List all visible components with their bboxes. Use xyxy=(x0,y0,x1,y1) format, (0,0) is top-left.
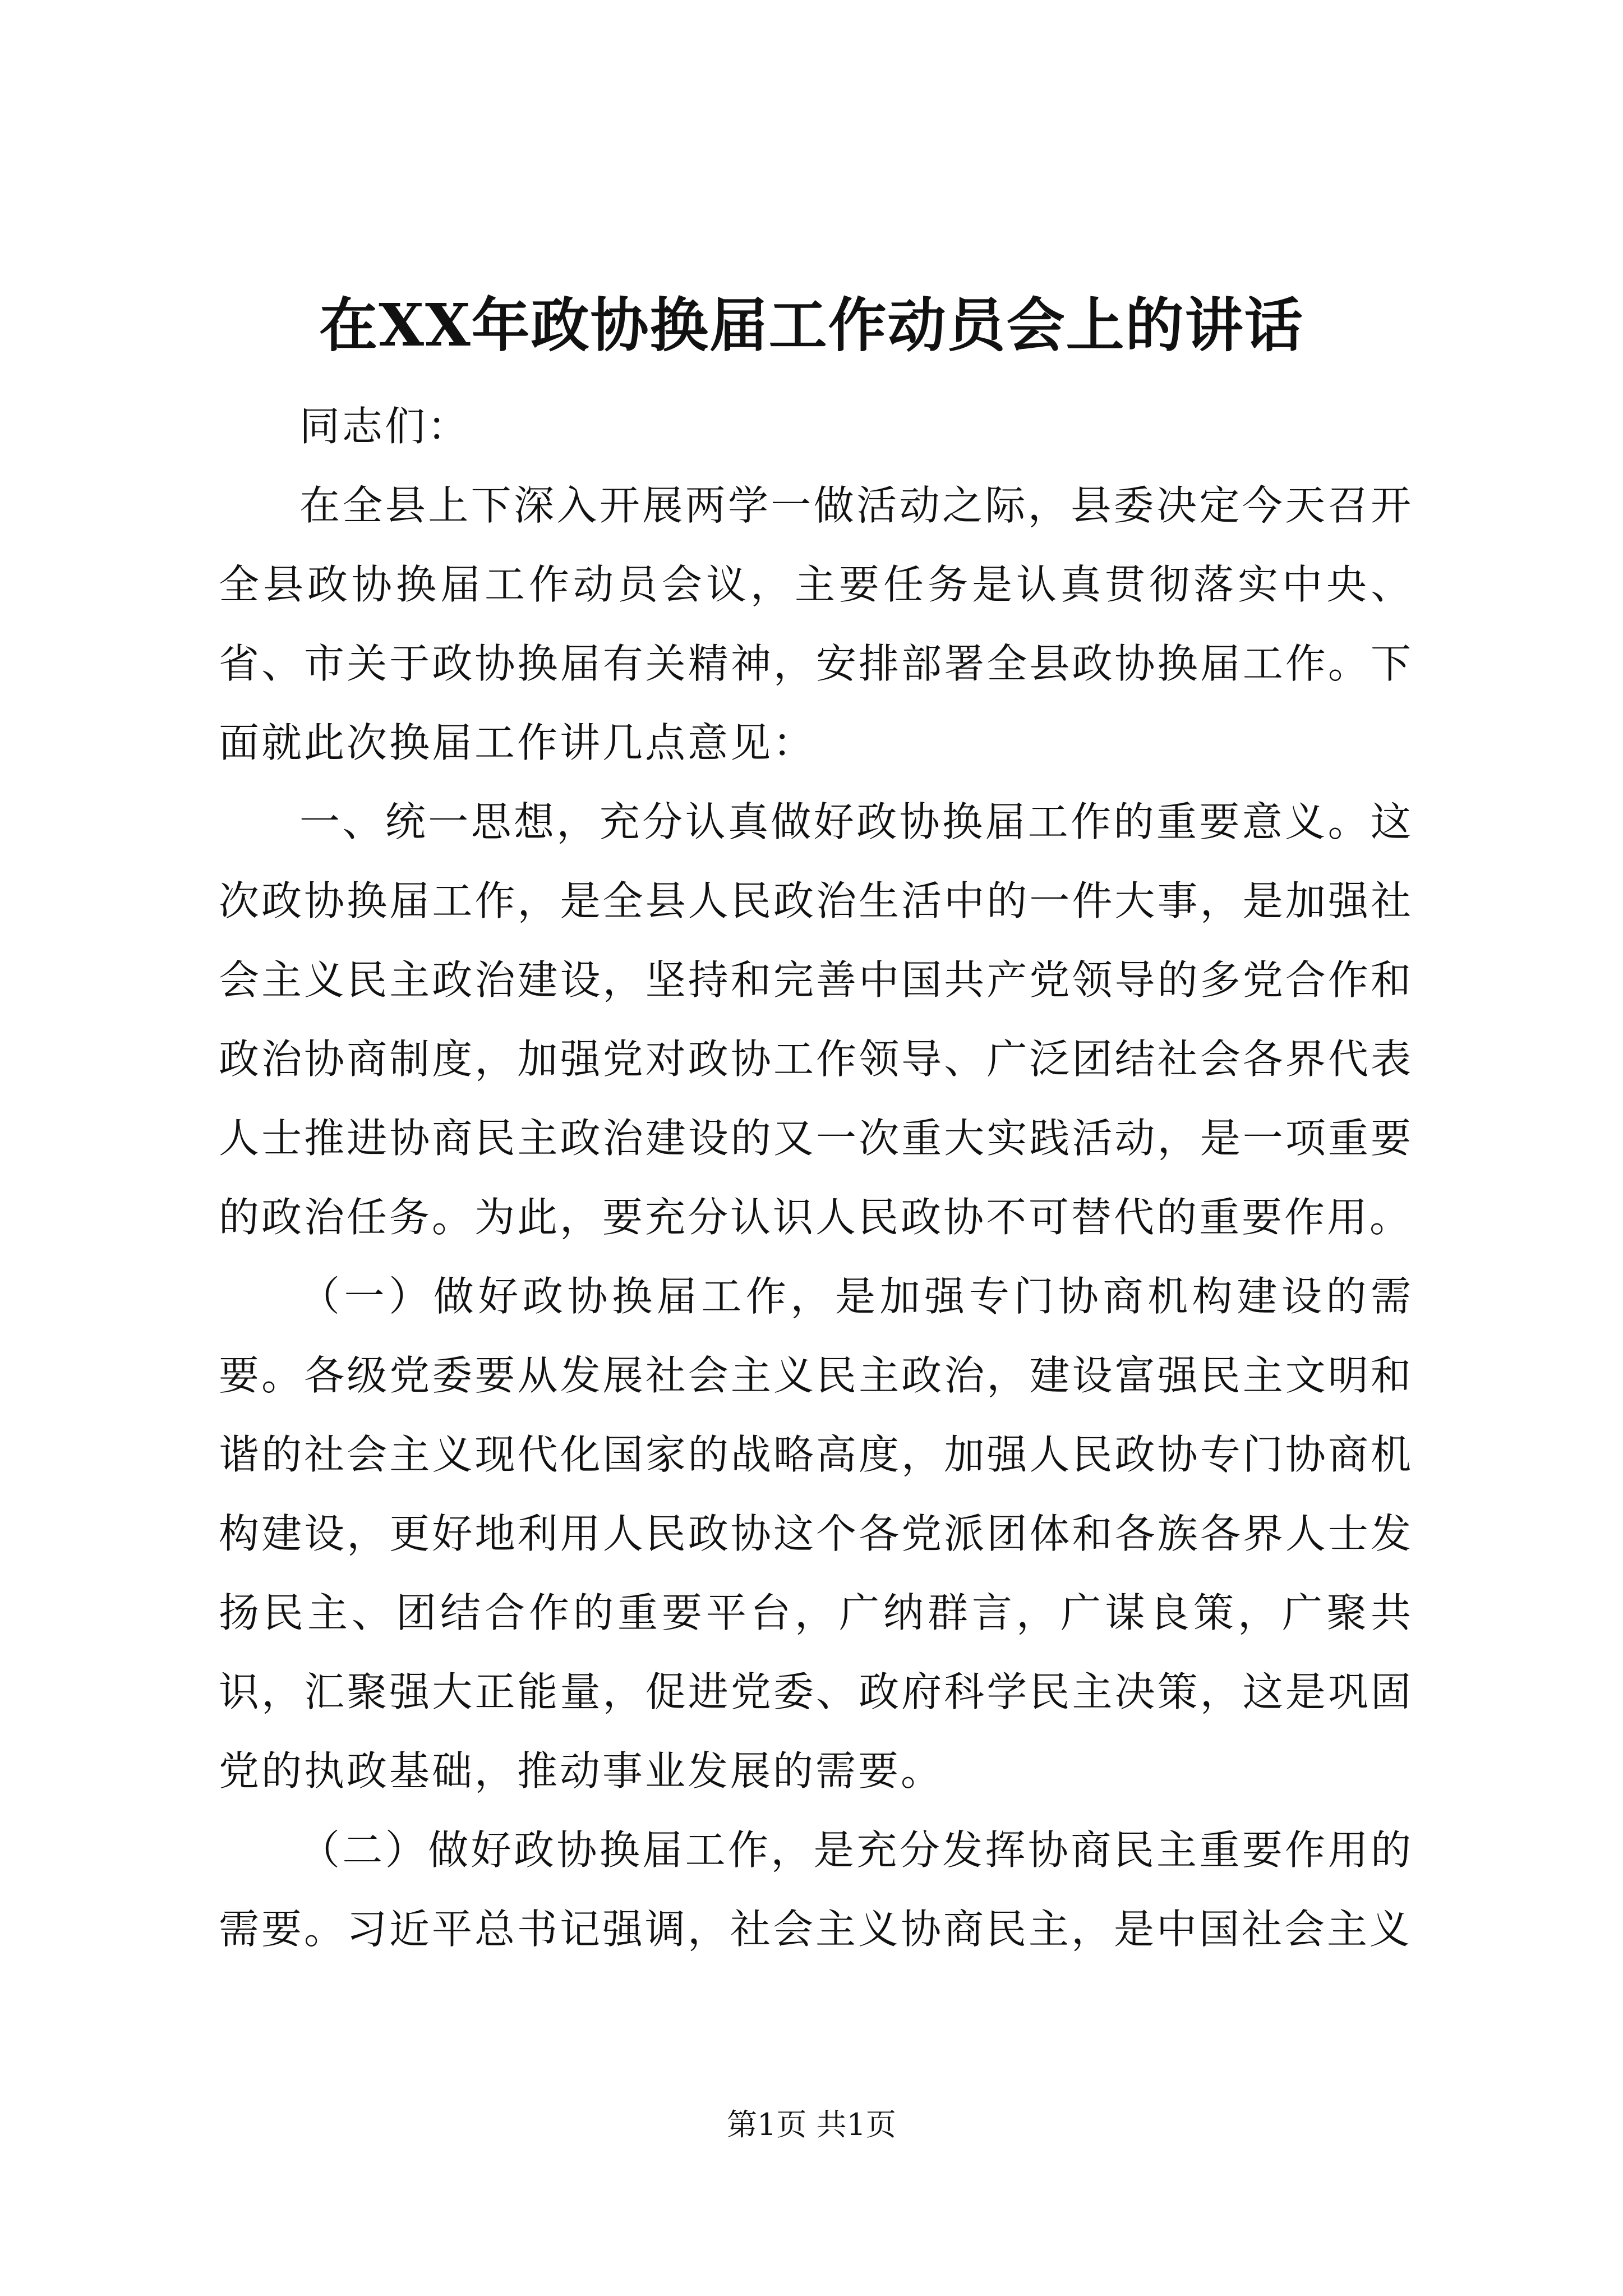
intro-paragraph: 在全县上下深入开展两学一做活动之际，县委决定今天召开全县政协换届工作动员会议，主要任务是认真贯彻落实中央、省、市关于政协换届有关精神，安排部署全县政协换届工作。下面就此次换届工作讲几点意见： xyxy=(219,482,1413,766)
document-body xyxy=(219,387,1413,1969)
section-one-paragraph: 一、统一思想，充分认真做好政协换届工作的重要意义。这次政协换届工作，是全县人民政治生活中的一件大事，是加强社会主义民主政治建设，坚持和完善中国共产党领导的多党合作和政治协商制度，加强党对政协工作领导、广泛团结社会各界代表人士推进协商民主政治建设的又一次重大实践活动，是一项重要的政治任务。为此，要充分认识人民政协不可替代的重要作用。 xyxy=(219,798,1413,1241)
document-title: 在XX年政协换届工作动员会上的讲话 xyxy=(319,291,1304,360)
subsection-one-paragraph: （一）做好政协换届工作，是加强专门协商机构建设的需要。各级党委要从发展社会主义民主政治，建设富强民主文明和谐的社会主义现代化国家的战略高度，加强人民政协专门协商机构建设，更好地利用人民政协这个各党派团体和各族各界人士发扬民主、团结合作的重要平台，广纳群言，广谋良策，广聚共识，汇聚强大正能量，促进党委、政府科学民主决策，这是巩固党的执政基础，推动事业发展的需要。 xyxy=(219,1273,1413,1795)
salutation-paragraph: 同志们： xyxy=(299,403,471,450)
page-footer: 第1页 共1页 xyxy=(727,2107,896,2142)
subsection-two-paragraph: （二）做好政协换届工作，是充分发挥协商民主重要作用的需要。习近平总书记强调，社会主义协商民主，是中国社会主义 xyxy=(219,1826,1413,1953)
